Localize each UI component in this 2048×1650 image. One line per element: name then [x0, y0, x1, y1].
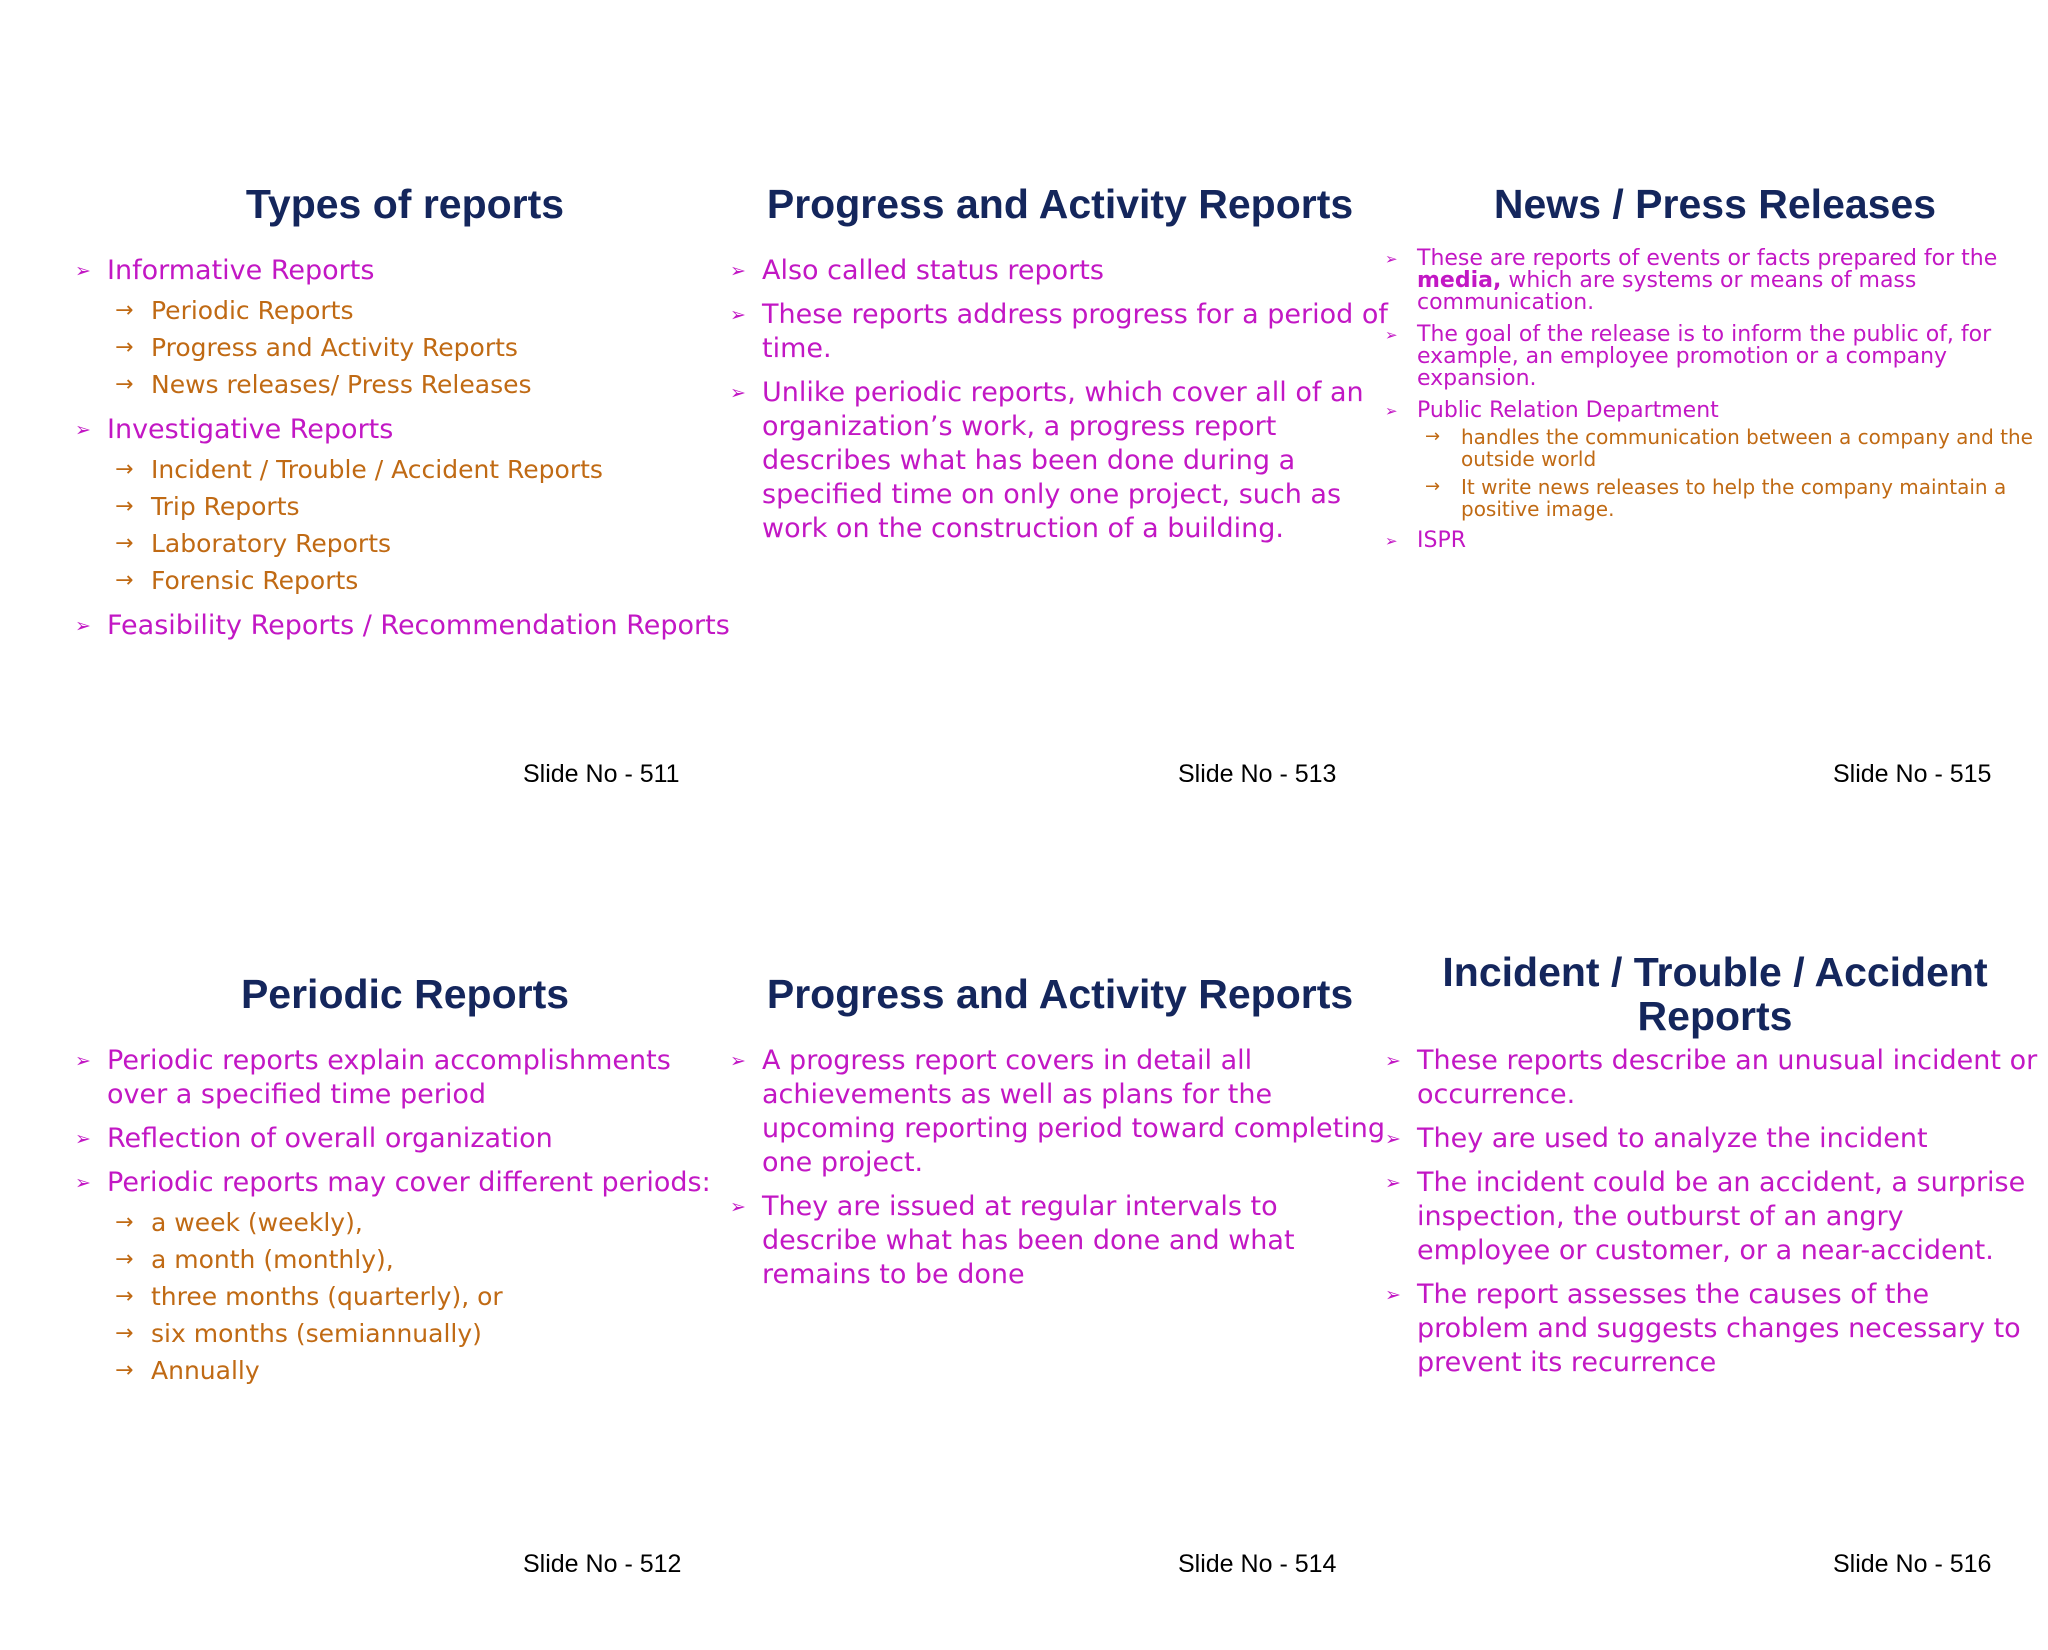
- slide-number: Slide No - 512: [523, 1550, 682, 1578]
- slide-number: Slide No - 511: [523, 760, 680, 788]
- bullet-list: [75, 254, 735, 643]
- slide-511: [75, 160, 735, 860]
- sub-item: → Incident / Trouble / Accident Reports: [151, 451, 735, 488]
- sub-item: → Periodic Reports: [151, 292, 735, 329]
- bullet-item: ➢ A progress report covers in detail all achievements as well as plans for the upcoming reporting period toward completing one project.: [762, 1044, 1390, 1180]
- sub-list: [107, 1204, 735, 1389]
- sub-item: → a month (monthly),: [151, 1241, 735, 1278]
- slide-number: Slide No - 513: [1178, 760, 1337, 788]
- sub-item: → Laboratory Reports: [151, 525, 735, 562]
- bullet-list: [75, 1044, 735, 1389]
- bullet-item: ➢ The report assesses the causes of the problem and suggests changes necessary to prevent its recurrence: [1417, 1278, 2045, 1380]
- bullet-item: ➢ Periodic reports explain accomplishments over a specified time period: [107, 1044, 735, 1112]
- bullet-text-bold: media,: [1417, 268, 1502, 293]
- sub-item: → Annually: [151, 1352, 735, 1389]
- bullet-item: ➢ They are used to analyze the incident: [1417, 1122, 2045, 1156]
- bullet-item: [107, 254, 735, 403]
- slide-513: [730, 160, 1390, 860]
- sub-item: → It write news releases to help the company maintain a positive image.: [1461, 476, 2045, 520]
- bullet-list: [1385, 1044, 2045, 1380]
- slide-number: Slide No - 516: [1833, 1550, 1992, 1578]
- bullet-item: ➢ The goal of the release is to inform the public of, for example, an employee promotion or a company expansion.: [1417, 324, 2045, 390]
- bullet-text: Public Relation Department: [1417, 398, 1719, 423]
- bullet-text: Investigative Reports: [107, 414, 394, 445]
- slide-number: Slide No - 515: [1833, 760, 1992, 788]
- slide-512: [75, 950, 735, 1650]
- slide-title: Incident / Trouble / Accident Reports: [1442, 949, 1988, 1039]
- bullet-item: [107, 413, 735, 599]
- slide-title: Progress and Activity Reports: [766, 181, 1354, 227]
- bullet-item: ➢ These reports describe an unusual incident or occurrence.: [1417, 1044, 2045, 1112]
- bullet-text: Feasibility Reports / Recommendation Reports: [107, 610, 730, 641]
- bullet-item: ➢ ISPR: [1417, 530, 2045, 552]
- slide-516: [1385, 950, 2045, 1650]
- sub-item: → Progress and Activity Reports: [151, 329, 735, 366]
- slide-title: Progress and Activity Reports: [766, 971, 1354, 1017]
- bullet-list: [1385, 248, 2045, 552]
- bullet-item: ➢ Also called status reports: [762, 254, 1390, 288]
- slide-514: [730, 950, 1390, 1650]
- sub-item: → three months (quarterly), or: [151, 1278, 735, 1315]
- bullet-text: Informative Reports: [107, 255, 375, 286]
- bullet-list: [730, 254, 1390, 546]
- slide-title: News / Press Releases: [1493, 181, 1937, 227]
- bullet-item: ➢ These reports address progress for a period of time.: [762, 298, 1390, 366]
- sub-item: → handles the communication between a company and the outside world: [1461, 426, 2045, 470]
- bullet-text-pre: These are reports of events or facts prepared for the: [1417, 246, 1998, 271]
- bullet-item: [1417, 248, 2045, 314]
- slide-title: Types of reports: [245, 181, 565, 227]
- slide-title: Periodic Reports: [240, 971, 570, 1017]
- bullet-item: ➢ They are issued at regular intervals to describe what has been done and what remains to be done: [762, 1190, 1390, 1292]
- sub-item: → Trip Reports: [151, 488, 735, 525]
- bullet-item: [1417, 400, 2045, 520]
- slide-number: Slide No - 514: [1178, 1550, 1337, 1578]
- sub-item: → a week (weekly),: [151, 1204, 735, 1241]
- sub-item: → six months (semiannually): [151, 1315, 735, 1352]
- bullet-item: ➢ Reflection of overall organization: [107, 1122, 735, 1156]
- sub-list: [107, 292, 735, 403]
- bullet-text: Periodic reports may cover different periods:: [107, 1167, 711, 1198]
- bullet-item: [107, 609, 735, 643]
- bullet-item: ➢ Unlike periodic reports, which cover all of an organization’s work, a progress report describes what has been done during a specified time on only one project, such as work on the construction of a building.: [762, 376, 1390, 546]
- sub-list: [1417, 426, 2045, 520]
- bullet-text-post: which are systems or means of mass communication.: [1417, 268, 1917, 315]
- bullet-item: ➢ The incident could be an accident, a surprise inspection, the outburst of an angry employee or customer, or a near-accident.: [1417, 1166, 2045, 1268]
- slide-515: [1385, 160, 2045, 860]
- bullet-item: [107, 1166, 735, 1389]
- sub-list: [107, 451, 735, 599]
- sub-item: → Forensic Reports: [151, 562, 735, 599]
- bullet-list: [730, 1044, 1390, 1292]
- sub-item: → News releases/ Press Releases: [151, 366, 735, 403]
